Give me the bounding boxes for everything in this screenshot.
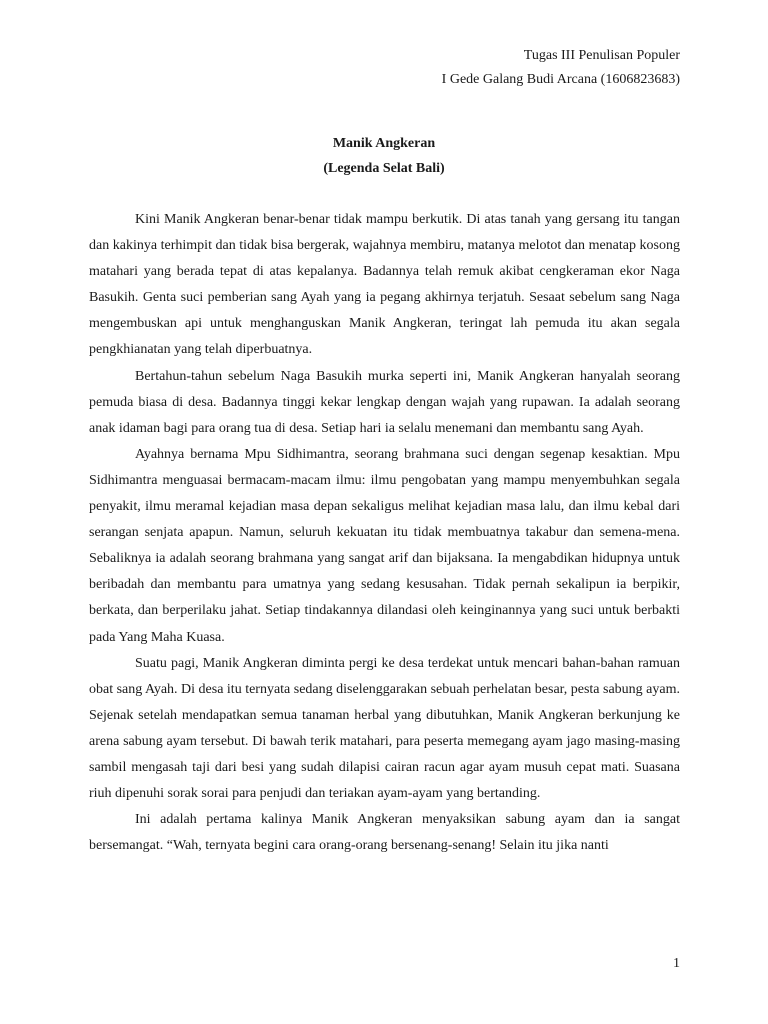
paragraph: Ini adalah pertama kalinya Manik Angkeran menyaksikan sabung ayam dan ia sangat bersemangat. “Wah, ternyata begini cara orang-orang bersenang-senang! Selain itu jika nanti [89, 812, 680, 854]
document-header [442, 44, 680, 92]
story-body [89, 207, 680, 859]
story-title: Manik Angkeran [332, 136, 436, 151]
author-line: I Gede Galang Budi Arcana (1606823683) [441, 72, 680, 87]
paragraph: Bertahun-tahun sebelum Naga Basukih murka seperti ini, Manik Angkeran hanyalah seorang pemuda biasa di desa. Badannya tinggi kekar lengkap dengan wajah yang rupawan. Ia adalah seorang anak idaman bagi para orang tua di desa. Setiap hari ia selalu menemani dan membantu sang Ayah. [89, 368, 680, 436]
paragraph: Suatu pagi, Manik Angkeran diminta pergi ke desa terdekat untuk mencari bahan-bahan ramuan obat sang Ayah. Di desa itu ternyata sedang diselenggarakan sebuah perhelatan besar, pesta sabung ayam. Sejenak setelah mendapatkan semua tanaman herbal yang dibutuhkan, Manik Angkeran berkunjung ke arena sabung ayam tersebut. Di bawah terik matahari, para peserta memegang ayam jago masing-masing sambil mengasah taji dari besi yang sudah dilapisi cairan racun agar ayam musuh cepat mati. Suasana riuh dipenuhi sorak sorai para penjudi dan teriakan ayam-ayam yang bertanding. [89, 655, 681, 802]
page-number: 1 [673, 956, 680, 971]
paragraph: Kini Manik Angkeran benar-benar tidak mampu berkutik. Di atas tanah yang gersang itu tangan dan kakinya terhimpit dan tidak bisa bergerak, wajahnya membiru, matanya melotot dan menatap kosong matahari yang berada tepat di atas kepalanya. Badannya telah remuk akibat cengkeraman ekor Naga Basukih. Genta suci pemberian sang Ayah yang ia pegang akhirnya terjatuh. Sesaat sebelum sang Naga mengembuskan api untuk menghanguskan Manik Angkeran, teringat lah pemuda itu akan segala pengkhianatan yang telah diperbuatnya. [89, 212, 680, 358]
story-subtitle: (Legenda Selat Bali) [323, 161, 445, 176]
paragraph: Ayahnya bernama Mpu Sidhimantra, seorang brahmana suci dengan segenap kesaktian. Mpu Sidhimantra menguasai bermacam-macam ilmu: ilmu pengobatan yang mampu menyembuhkan segala penyakit, ilmu meramal kejadian masa depan sekaligus melihat kejadian masa lalu, dan ilmu kebal dari serangan senjata apapun. Namun, seluruh kekuatan itu tidak membuatnya takabur dan semena-mena. Sebaliknya ia adalah seorang brahmana yang sangat arif dan bijaksana. Ia mengabdikan hidupnya untuk beribadah dan membantu para umatnya yang sedang kesusahan. Tidak pernah sekalipun ia berpikir, berkata, dan berperilaku jahat. Setiap tindakannya dilandasi oleh keinginannya yang suci untuk berbakti pada Yang Maha Kuasa. [89, 446, 680, 645]
course-title: Tugas III Penulisan Populer [523, 48, 680, 63]
story-title-block [0, 131, 768, 181]
